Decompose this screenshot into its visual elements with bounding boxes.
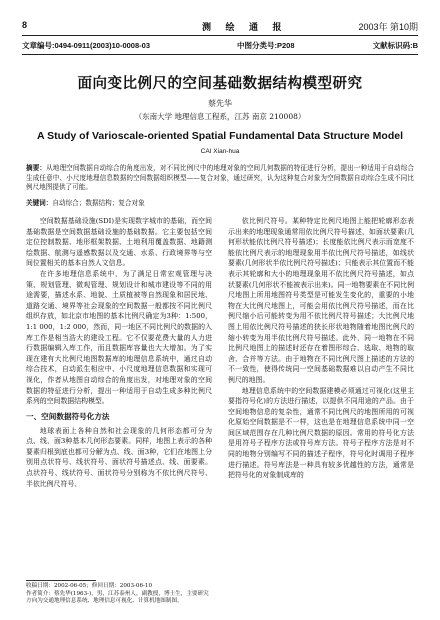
title-chinese: 面向变比例尺的空间基础数据结构模型研究	[77, 76, 363, 92]
header-rule	[22, 35, 418, 36]
keywords-text: 自动综合；数据结构；复合对象	[52, 199, 145, 207]
abstract-text: 从地理空间数据自动综合的角度出发，对不同比例尺中的地理对象的空间几何数据的特征进行分析，提出一种适用于自动综合生成任意中、小尺度地理信息数据的空间数据组织模型——复合对象，通过研究，认为这种复合对象为空间数据自动综合生成不同比例尺地图提供了可能。	[26, 164, 415, 191]
title-english: A Study of Varioscale-oriented Spatial Fundamental Data Structure Model	[36, 130, 403, 142]
author-bio: 作者简介：蔡先华(1963-)，男，江苏泰州人，副教授，博士生，主要研究方向为交通地理信息系统、地理信息可视化、计算机地图制图。	[26, 590, 209, 605]
body-paragraph: 地理信息系统中的空间数据建模必须通过可视化(这里主要指符号化)的方法进行描述，以提供不同用途的产品。由于空间地物信息的复杂性，通常不同比例尺的地图所用的可视化原始空间数据是不一样，这也是在地理信息系统中同一空间区域范围存在几种比例尺数据的原因。常用的符号化方法是用符号子程序方法或符号库方法。符号子程序方法是对不同的地物分别编写不同的描述子程序，符号化时调用子程序进行描述。符号库法是一种具有较多优越性的方法，通常是把符号化的对象制成库的	[228, 386, 414, 480]
clc-number: 中图分类号:P208	[237, 41, 295, 50]
abstract	[26, 164, 414, 193]
affiliation-chinese: （东南大学 地理信息工程系，江苏 南京 210008）	[134, 112, 306, 121]
received-date: 收稿日期：2002-06-05；修回日期：2003-06-10	[26, 583, 153, 589]
issue-info: 2003年 第10期	[358, 22, 418, 32]
page-number: 8	[22, 20, 28, 30]
keywords	[26, 199, 414, 208]
journal-name: 测 绘 通 报	[202, 22, 288, 32]
footnote	[26, 583, 212, 606]
footnote-rule	[26, 580, 96, 581]
section-heading: 一、空间数据符号化方法	[26, 411, 110, 421]
body-paragraph: 在许多地理信息系统中，为了满足日常宏观管理与决策、规划管理、微观管理、规划设计和城市建设等不同的用途需要，描述水系、地貌、土质植被等自然现象和居民地、道路交通、境界等社会现象的空间数据一般都按不同比例尺组织存放，如北京市地图的基本比例尺确定为3种：1:500，1:1 000，1:2 000，然而，同一地区不同比例尺的数据的入库工作是相当浩大的建设工程。它不仅要花费大量的人力进行数据编辑入库工作，而且数据库容量也大大增加。为了实现在建有大比例尺地图数据库的地理信息系统中，通过自动综合技术，自动派生相应中、小尺度地理信息数据和实现可视化，作者从地图自动综合的角度出发，对地理对象的空间数据的特征进行分析，提出一种适用于自动生成多种比例尺系列的空间数据结构模型。	[26, 269, 212, 406]
article-meta	[22, 40, 418, 52]
author-english: CAI Xian-hua	[200, 148, 240, 155]
abstract-label: 摘要：	[26, 164, 47, 172]
article-number: 文章编号:0494-0911(2003)10-0008-03	[22, 41, 150, 50]
keywords-label: 关键词：	[26, 199, 53, 207]
meta-rule	[22, 54, 418, 55]
left-column	[26, 216, 212, 489]
running-header	[22, 18, 418, 34]
document-code: 文献标识码:B	[372, 41, 418, 50]
body-paragraph: 地球表面上各种自然和社会现象的几何形态都可分为点、线、面3种基本几何形态要素。同样，地图上表示的各种要素归根到底也都可分解为点、线、面3种，它们在地图上分别用点状符号、线状符号、面状符号描述点、线、面要素。点状符号、线状符号、面状符号分别称为不依比例尺符号、半依比例尺符号、	[26, 426, 212, 488]
body-paragraph: 空间数据基础设施(SDI)是实现数字城市的基础，而空间基础数据是空间数据基础设施的基础数据。它主要包括空间定位控制数据、地形框架数据、土地利用覆盖数据、地籍测绘数据、航测与遥感数据以及交通、水系、行政境界等与空间位置相关的基本自然人文信息。	[26, 217, 212, 268]
author-chinese: 蔡先华	[208, 99, 232, 108]
right-column	[228, 216, 414, 481]
body-paragraph: 依比例尺符号。某种特定比例尺地图上能把轮廓形态表示出来的地理现象通常用依比例尺符号描述，如面状要素(几何形状能依比例尺符号描述)；长度能依比例尺表示而宽度不能依比例尺表示的地理现象用半依比例尺符号描述，如线状要素(几何形状半依比例尺符号描述)；只能表示其位置而不能表示其轮廓和大小的地理现象用不依比例尺符号描述，如点状要素(几何形状不能被表示出来)。同一地物要素在不同比例尺地图上所用地图符号类型是可能发生变化的，重要的小地物在大比例尺地图上，可能会用依比例尺符号描述，而在比例尺缩小后可能转变为用不依比例尺符号描述；大比例尺地图上用依比例尺符号描述的狭长形状地物随着地图比例尺的缩小转变为用半依比例尺符号描述。此外，同一地物在不同比例尺地图上的描述时还存在着图形综合、选取、地物的取舍、合并等方法。由于地物在不同比例尺图上描述的方法的不一致性，使得传统同一空间基础数据难以自动产生不同比例尺的地图。	[228, 217, 414, 384]
